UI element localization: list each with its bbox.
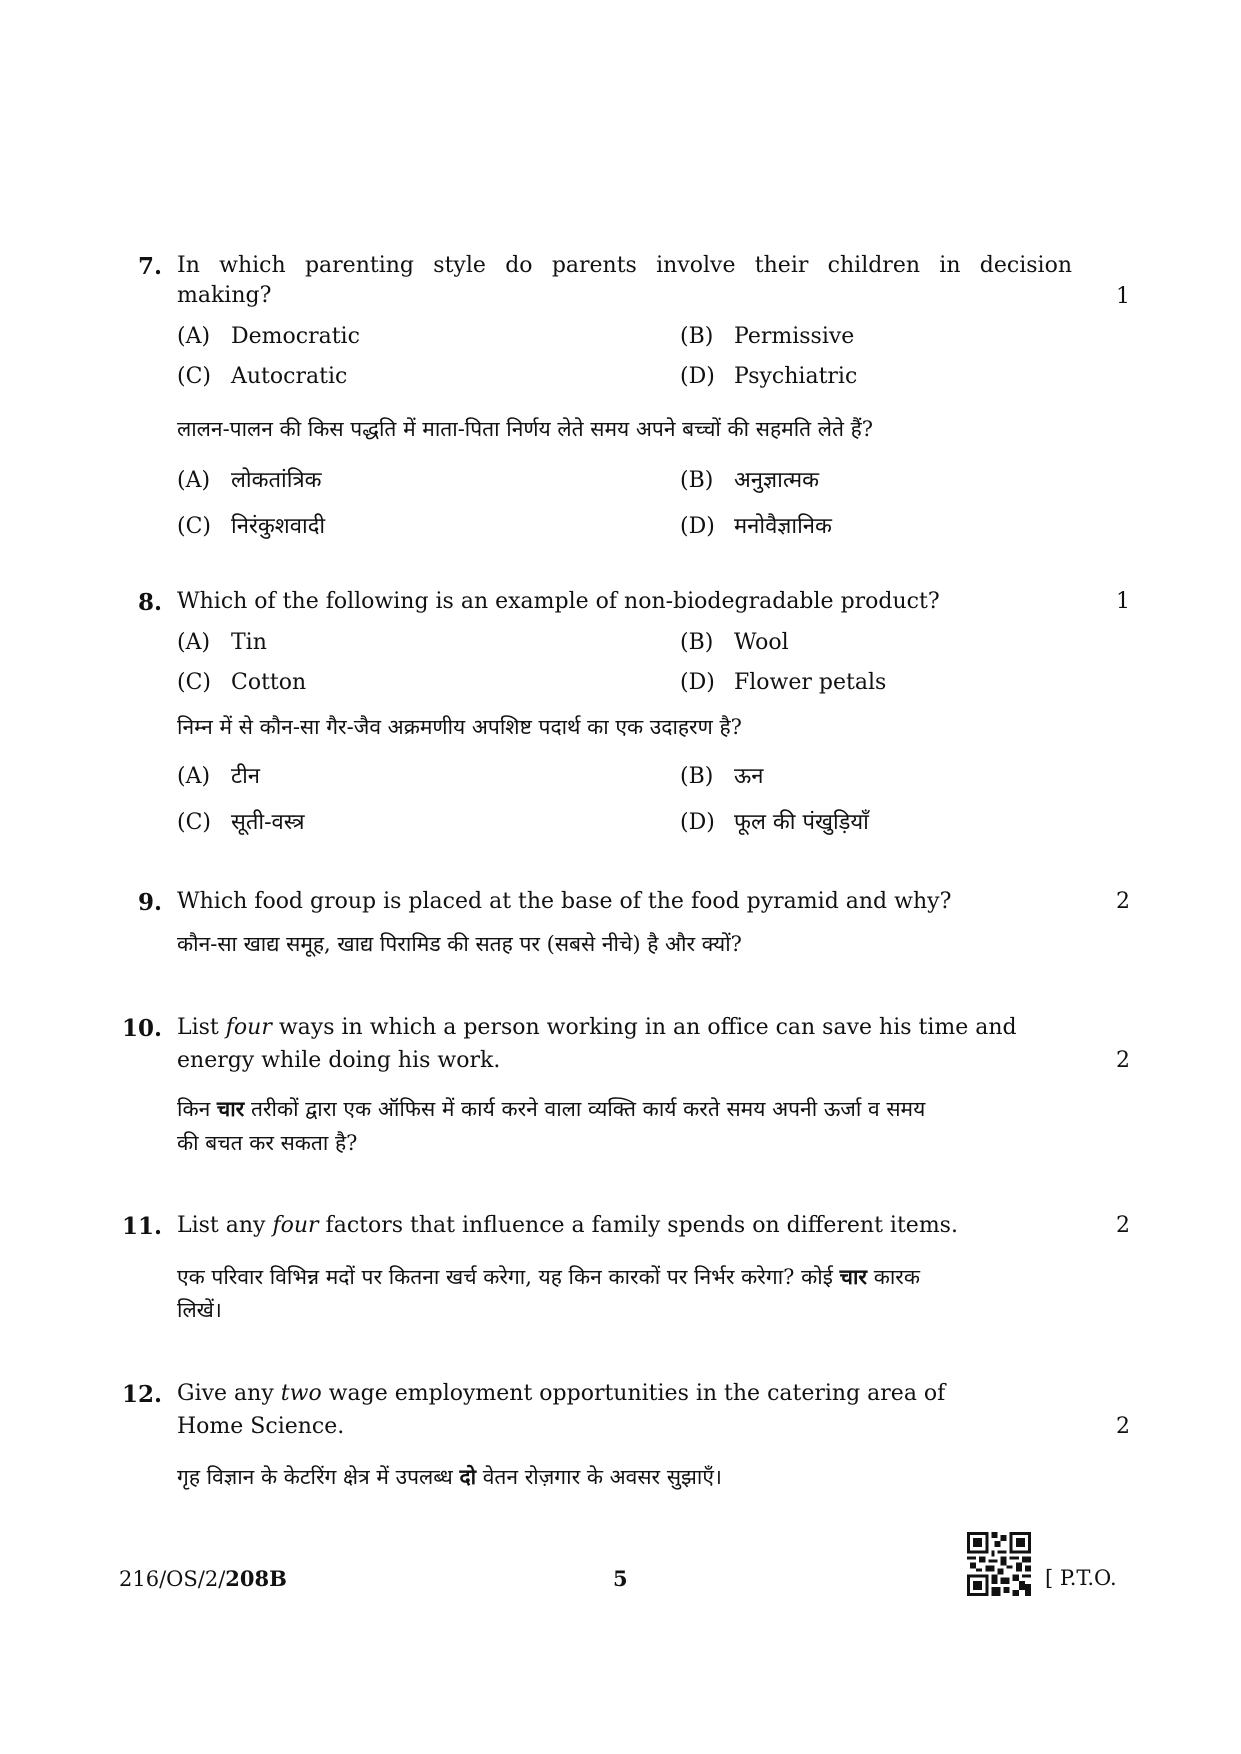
question-number: 7. [137, 253, 162, 280]
option-c-en [177, 670, 306, 695]
option-text: Cotton [231, 670, 307, 695]
option-text: फूल की पंखुड़ियाँ [734, 810, 869, 835]
option-c-en [177, 364, 347, 389]
emphasis: two [280, 1381, 322, 1406]
question-text-hi: निम्न में से कौन-सा गैर-जैव अक्रमणीय अपशिष्ट पदार्थ का एक उदाहरण है? [177, 715, 742, 739]
option-label: (D) [680, 514, 715, 539]
option-text: अनुज्ञात्मक [734, 468, 820, 493]
option-a-hi [177, 464, 322, 494]
emphasis: दो [459, 1464, 477, 1489]
question-text-en: Which food group is placed at the base of the food pyramid and why? [177, 889, 952, 914]
option-label: (B) [680, 630, 714, 655]
option-label: (C) [177, 670, 211, 695]
option-label: (C) [177, 810, 211, 835]
option-label: (B) [680, 468, 714, 493]
question-number: 12. [121, 1381, 162, 1408]
option-label: (C) [177, 364, 211, 389]
option-text: लोकतांत्रिक [231, 468, 322, 493]
option-text: टीन [231, 764, 260, 789]
option-text: ऊन [734, 764, 764, 789]
option-label: (B) [680, 324, 714, 349]
question-text-en: In which parenting style do parents involve their children in decision [177, 253, 1072, 278]
option-label: (A) [177, 630, 211, 655]
option-text: मनोवैज्ञानिक [734, 514, 832, 539]
option-text: Permissive [734, 324, 855, 349]
option-label: (D) [680, 364, 715, 389]
page-number: 5 [613, 1566, 628, 1591]
option-label: (A) [177, 468, 211, 493]
marks: 2 [1116, 1414, 1130, 1439]
question-text-en-cont: energy while doing his work. [177, 1048, 501, 1073]
marks: 1 [1116, 589, 1130, 614]
question-text-en-cont: making? [177, 283, 272, 308]
option-text: Tin [231, 630, 267, 655]
option-text: Autocratic [231, 364, 348, 389]
question-text-hi: एक परिवार विभिन्न मदों पर कितना खर्च करेगा, यह किन कारकों पर निर्भर करेगा? कोई चार कारक [177, 1264, 920, 1289]
option-b-en [680, 630, 789, 655]
option-a-en [177, 324, 360, 349]
option-text: सूती-वस्त्र [231, 810, 305, 835]
option-text: Flower petals [734, 670, 887, 695]
question-text-en: List four ways in which a person working in an office can save his time and [177, 1015, 1017, 1040]
marks: 2 [1116, 1048, 1130, 1073]
emphasis: चार [216, 1096, 245, 1121]
paper-code: 216/OS/2/208B [119, 1566, 287, 1591]
option-text: Wool [734, 630, 789, 655]
pto-label: [ P.T.O. [1045, 1566, 1117, 1590]
option-d-hi [680, 806, 869, 836]
option-b-hi [680, 760, 763, 790]
option-d-en [680, 670, 886, 695]
marks: 2 [1116, 889, 1130, 914]
option-text: Psychiatric [734, 364, 858, 389]
question-text-en: Give any two wage employment opportunities in the catering area of [177, 1381, 946, 1406]
option-label: (D) [680, 670, 715, 695]
option-label: (C) [177, 514, 211, 539]
option-a-en [177, 630, 267, 655]
question-text-en: List any four factors that influence a family spends on different items. [177, 1213, 958, 1238]
question-text-hi: कौन-सा खाद्य समूह, खाद्य पिरामिड की सतह पर (सबसे नीचे) है और क्यों? [177, 932, 742, 956]
question-number: 10. [121, 1015, 162, 1042]
option-text: Democratic [231, 324, 360, 349]
question-text-hi: किन चार तरीकों द्वारा एक ऑफिस में कार्य करने वाला व्यक्ति कार्य करते समय अपनी ऊर्जा व समय [177, 1096, 926, 1121]
marks: 2 [1116, 1213, 1130, 1238]
question-text-hi: लालन-पालन की किस पद्धति में माता-पिता निर्णय लेते समय अपने बच्चों की सहमति लेते हैं? [177, 417, 874, 441]
question-text-en: Which of the following is an example of non-biodegradable product? [177, 589, 940, 614]
question-text-en-cont: Home Science. [177, 1414, 345, 1439]
emphasis: चार [839, 1264, 868, 1289]
option-c-hi [177, 806, 304, 836]
question-number: 8. [137, 589, 162, 616]
option-d-hi [680, 510, 832, 540]
option-c-hi [177, 510, 325, 540]
option-d-en [680, 364, 857, 389]
emphasis: four [272, 1213, 319, 1238]
option-text: निरंकुशवादी [231, 514, 326, 539]
question-text-hi-cont: लिखें। [177, 1298, 222, 1322]
option-b-hi [680, 464, 819, 494]
option-b-en [680, 324, 854, 349]
option-label: (D) [680, 810, 715, 835]
emphasis: four [225, 1015, 272, 1040]
option-label: (B) [680, 764, 714, 789]
qr-code-icon [967, 1532, 1031, 1596]
question-number: 9. [137, 889, 162, 916]
question-text-hi-cont: की बचत कर सकता है? [177, 1131, 358, 1155]
option-a-hi [177, 760, 260, 790]
question-number: 11. [121, 1213, 162, 1240]
option-label: (A) [177, 764, 211, 789]
option-label: (A) [177, 324, 211, 349]
marks: 1 [1116, 284, 1130, 309]
question-text-hi: गृह विज्ञान के केटरिंग क्षेत्र में उपलब्ध दो वेतन रोज़गार के अवसर सुझाएँ। [177, 1464, 722, 1489]
